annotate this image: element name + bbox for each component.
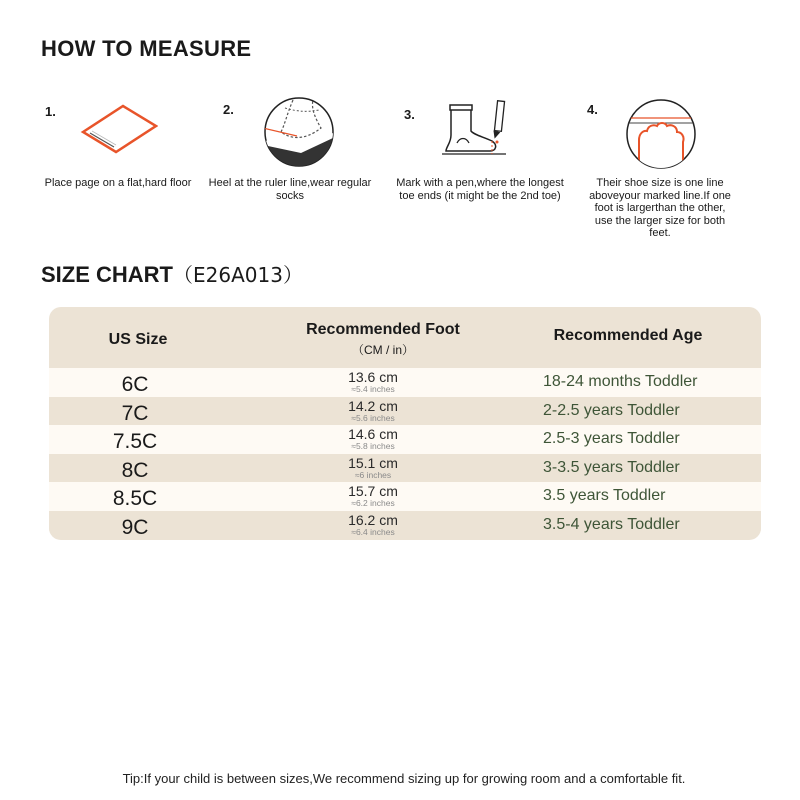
measure-step-3 [395, 96, 565, 226]
step-number: 2. [223, 102, 234, 117]
us-size-cell: 7.5C [112, 430, 158, 453]
step-number: 4. [587, 102, 598, 117]
header-recommended-age: Recommended Age [553, 327, 703, 344]
header-foot-label: Recommended Foot [306, 321, 460, 338]
age-cell: 3.5 years Toddler [543, 487, 666, 504]
step-description: Their shoe size is one line aboveyour marked line.If one foot is largerthan the other, use the larger size for both feet. [589, 177, 731, 239]
foot-cm: 14.2 cm [348, 397, 398, 414]
sock-pen-mark-icon [440, 99, 510, 159]
product-code: （E26A013） [173, 263, 303, 287]
foot-inches: ≈6 inches [354, 469, 392, 480]
paper-on-floor-icon [78, 104, 158, 154]
table-row [49, 482, 761, 511]
sizing-tip: Tip:If your child is between sizes,We recommend sizing up for growing room and a comfortable fit. [122, 771, 686, 786]
size-chart-table [49, 307, 761, 540]
toe-line-icon [625, 98, 697, 170]
us-size-cell: 8C [121, 458, 149, 482]
step-number: 1. [45, 104, 56, 119]
foot-inches: ≈6.4 inches [351, 526, 395, 537]
header-recommended-foot [268, 321, 498, 358]
foot-cm: 16.2 cm [348, 511, 398, 528]
size-chart-heading: SIZE CHART [41, 262, 173, 287]
step-description: Place page on a flat,hard floor [44, 177, 192, 189]
foot-length-cell [323, 370, 423, 394]
measure-step-1 [33, 96, 203, 226]
age-cell: 3-3.5 years Toddler [543, 458, 680, 476]
age-cell: 2-2.5 years Toddler [543, 401, 680, 419]
size-chart-title [41, 259, 303, 288]
foot-length-cell [323, 456, 423, 480]
foot-cm: 15.7 cm [348, 483, 398, 499]
foot-inches: ≈5.8 inches [351, 441, 395, 451]
step-description: Heel at the ruler line,wear regular socks [208, 177, 372, 202]
table-row [49, 397, 761, 426]
sock-heel-ruler-icon [263, 96, 335, 168]
us-size-cell: 6C [121, 373, 149, 396]
foot-inches: ≈5.4 inches [351, 384, 395, 394]
foot-cm: 15.1 cm [348, 454, 398, 471]
table-header [49, 307, 761, 368]
foot-cm: 13.6 cm [348, 369, 398, 385]
step-number: 3. [404, 107, 415, 122]
table-row [49, 425, 761, 454]
foot-inches: ≈5.6 inches [351, 412, 395, 423]
us-size-cell: 8.5C [112, 487, 158, 510]
us-size-cell: 7C [121, 401, 149, 425]
measure-step-2 [198, 96, 372, 226]
table-row [49, 511, 761, 540]
table-row [49, 368, 761, 397]
header-us-size: US Size [108, 331, 168, 348]
foot-length-cell [323, 484, 423, 508]
foot-length-cell [323, 427, 423, 451]
foot-length-cell [323, 513, 423, 537]
how-to-measure-title: HOW TO MEASURE [41, 36, 252, 61]
foot-length-cell [323, 399, 423, 423]
step-description: Mark with a pen,where the longest toe ends (it might be the 2nd toe) [396, 177, 564, 202]
foot-inches: ≈6.2 inches [351, 498, 395, 508]
measure-step-4 [583, 96, 753, 246]
age-cell: 18-24 months Toddler [543, 373, 698, 390]
foot-cm: 14.6 cm [348, 426, 398, 442]
us-size-cell: 9C [121, 515, 149, 539]
header-foot-units: （CM / in） [351, 343, 414, 357]
age-cell: 3.5-4 years Toddler [543, 515, 680, 533]
age-cell: 2.5-3 years Toddler [543, 430, 680, 447]
table-row [49, 454, 761, 483]
